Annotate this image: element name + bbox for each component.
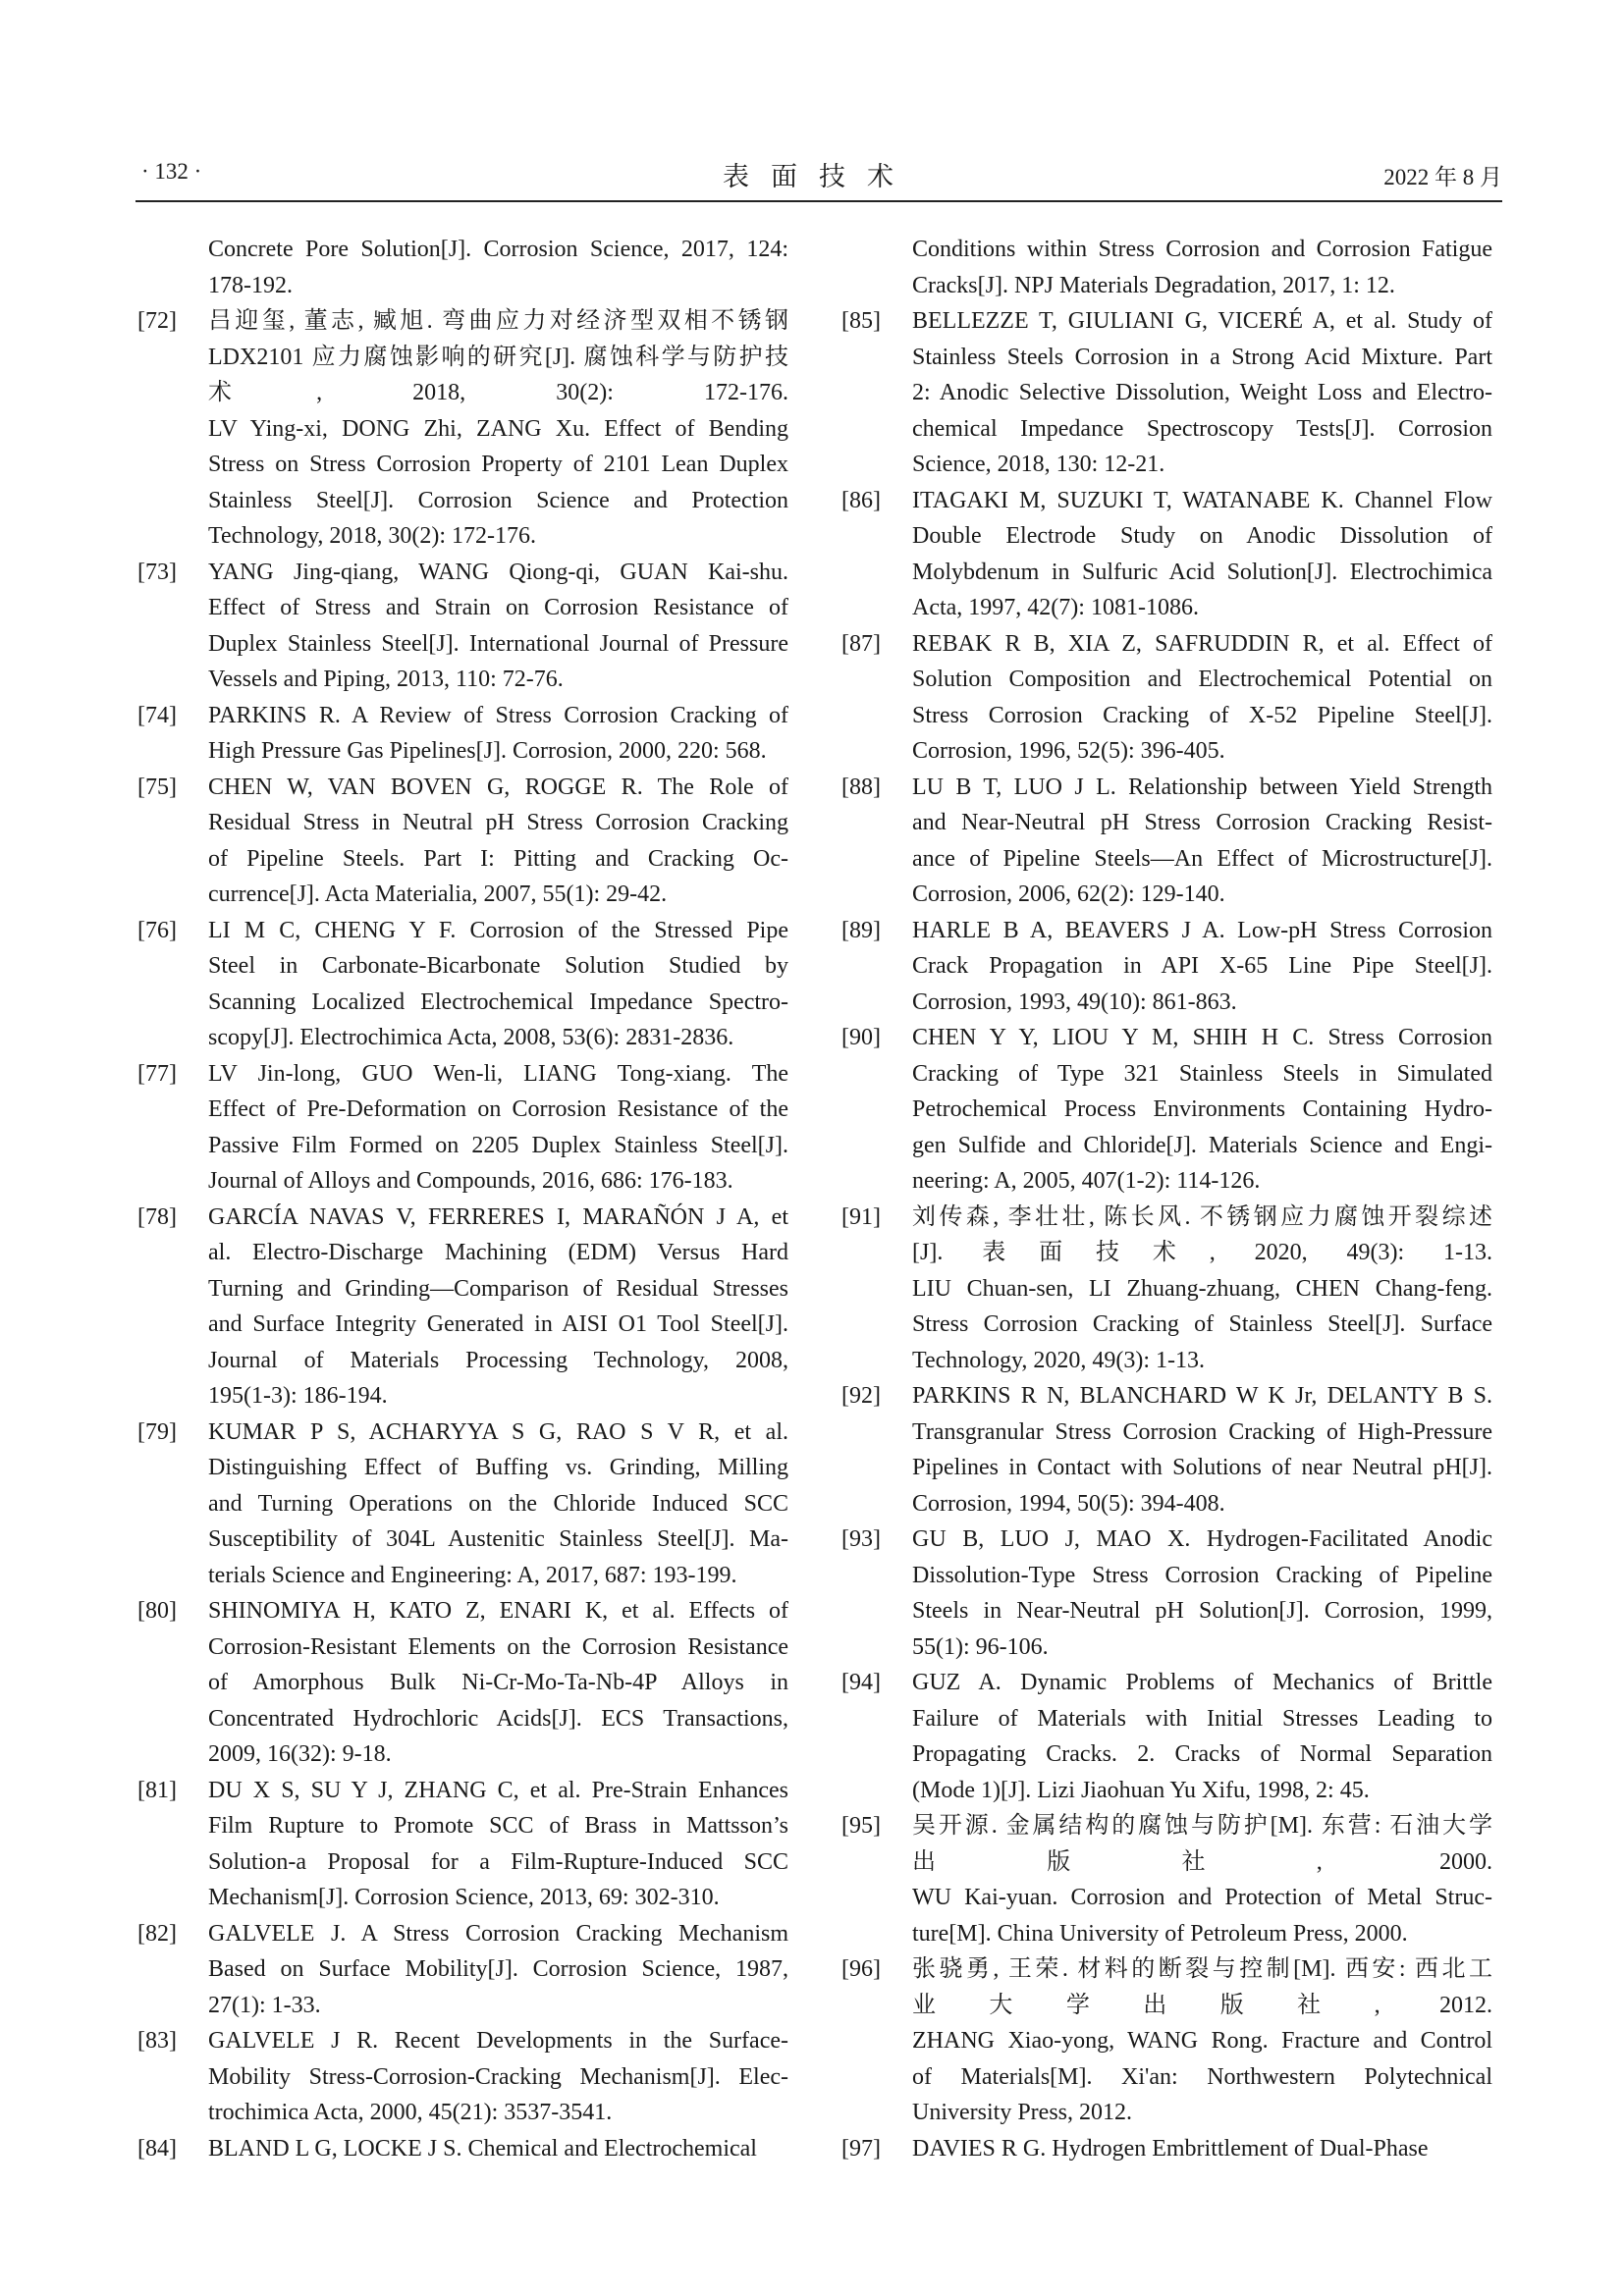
reference-text-line: PARKINS R N, BLANCHARD W K Jr, DELANTY B S. — [912, 1383, 1492, 1409]
reference-text-line: Solution-a Proposal for a Film-Rupture-Induced SCC — [208, 1848, 788, 1875]
reference-number: [82] — [137, 1920, 177, 1947]
reference-item — [135, 1773, 788, 1916]
reference-number: [86] — [841, 487, 881, 513]
reference-text-line: 张骁勇, 王荣. 材料的断裂与控制[M]. 西安: 西北工 — [912, 1956, 1492, 1982]
reference-text-line: Mobility Stress-Corrosion-Cracking Mechanism[J]. Elec- — [208, 2063, 788, 2090]
reference-text-line: Stainless Steels Corrosion in a Strong Acid Mixture. Part — [912, 344, 1492, 370]
reference-text-line: High Pressure Gas Pipelines[J]. Corrosion, 2000, 220: 568. — [208, 738, 767, 764]
reference-text-line: 2: Anodic Selective Dissolution, Weight Loss and Electro- — [912, 380, 1492, 405]
reference-number: [84] — [137, 2135, 177, 2162]
reference-number: [90] — [841, 1025, 881, 1050]
reference-text-line: GALVELE J. A Stress Corrosion Cracking Mechanism — [208, 1920, 788, 1947]
reference-text-line: LV Ying-xi, DONG Zhi, ZANG Xu. Effect of Bending — [208, 415, 788, 442]
reference-text-line: Dissolution-Type Stress Corrosion Cracking of Pipeline — [912, 1562, 1492, 1588]
reference-item — [839, 1200, 1492, 1379]
reference-text-line: University Press, 2012. — [912, 2100, 1132, 2125]
reference-text-line: Stress Corrosion Cracking of X-52 Pipeline Steel[J]. — [912, 702, 1492, 728]
reference-number: [97] — [841, 2135, 881, 2162]
reference-item — [135, 1200, 788, 1415]
reference-text-line: WU Kai-yuan. Corrosion and Protection of Metal Struc- — [912, 1885, 1492, 1910]
reference-continuation — [135, 232, 788, 303]
reference-item — [135, 913, 788, 1056]
right-column-references — [839, 232, 1492, 2166]
reference-number: [80] — [137, 1598, 177, 1624]
reference-text-line: 吴开源. 金属结构的腐蚀与防护[M]. 东营: 石油大学 — [912, 1813, 1492, 1839]
reference-text-line: 55(1): 96-106. — [912, 1633, 1049, 1660]
reference-text-line: Stainless Steel[J]. Corrosion Science and Protection — [208, 487, 788, 513]
reference-text-line: 195(1-3): 186-194. — [208, 1383, 388, 1409]
reference-text-line: Crack Propagation in API X-65 Line Pipe Steel[J]. — [912, 953, 1492, 979]
reference-item — [839, 626, 1492, 770]
reference-text-line: neering: A, 2005, 407(1-2): 114-126. — [912, 1168, 1261, 1194]
reference-text-line: ZHANG Xiao-yong, WANG Rong. Fracture and Control — [912, 2028, 1492, 2054]
reference-item — [135, 698, 788, 770]
reference-text-line: Distinguishing Effect of Buffing vs. Grinding, Milling — [208, 1455, 788, 1480]
reference-number: [92] — [841, 1383, 881, 1409]
reference-text-line: ture[M]. China University of Petroleum Press, 2000. — [912, 1920, 1408, 1947]
reference-text-line: Propagating Cracks. 2. Cracks of Normal Separation — [912, 1741, 1492, 1767]
reference-text-line: LIU Chuan-sen, LI Zhuang-zhuang, CHEN Chang-feng. — [912, 1275, 1492, 1302]
reference-text-line: Corrosion, 2006, 62(2): 129-140. — [912, 881, 1225, 907]
reference-text-line: Residual Stress in Neutral pH Stress Corrosion Cracking — [208, 810, 788, 835]
reference-text-line: of Materials[M]. Xi'an: Northwestern Polytechnical — [912, 2063, 1492, 2090]
reference-text-line: Stress Corrosion Cracking of Stainless Steel[J]. Surface — [912, 1311, 1492, 1337]
reference-text-line: ance of Pipeline Steels—An Effect of Microstructure[J]. — [912, 845, 1492, 872]
reference-text-line: Passive Film Formed on 2205 Duplex Stainless Steel[J]. — [208, 1132, 788, 1158]
reference-text-line: Petrochemical Process Environments Containing Hydro- — [912, 1096, 1492, 1122]
reference-text-line: Corrosion, 1994, 50(5): 394-408. — [912, 1490, 1225, 1517]
reference-text-line: and Turning Operations on the Chloride Induced SCC — [208, 1490, 788, 1517]
reference-text-line: Technology, 2018, 30(2): 172-176. — [208, 523, 537, 549]
reference-text-line: gen Sulfide and Chloride[J]. Materials Science and Engi- — [912, 1132, 1492, 1158]
reference-text-line: chemical Impedance Spectroscopy Tests[J]. Corrosion — [912, 415, 1492, 442]
reference-item — [839, 483, 1492, 626]
reference-text-line: DU X S, SU Y J, ZHANG C, et al. Pre-Strain Enhances — [208, 1777, 788, 1803]
left-column-references — [135, 232, 788, 2166]
reference-item — [839, 1020, 1492, 1200]
reference-text-line: LI M C, CHENG Y F. Corrosion of the Stressed Pipe — [208, 917, 788, 943]
reference-text-line: Acta, 1997, 42(7): 1081-1086. — [912, 595, 1199, 620]
reference-text-line: terials Science and Engineering: A, 2017, 687: 193-199. — [208, 1562, 737, 1588]
reference-number: [95] — [841, 1813, 881, 1839]
reference-item — [839, 1951, 1492, 2131]
reference-item — [839, 303, 1492, 483]
reference-text-line: 27(1): 1-33. — [208, 1992, 321, 2018]
reference-text-line: Corrosion, 1996, 52(5): 396-405. — [912, 738, 1225, 764]
reference-text-line: Effect of Pre-Deformation on Corrosion Resistance of the — [208, 1096, 788, 1122]
reference-item — [135, 2131, 788, 2167]
reference-number: [76] — [137, 917, 177, 943]
reference-text-line: 178-192. — [208, 272, 293, 298]
reference-item — [135, 770, 788, 913]
reference-item — [839, 913, 1492, 1021]
reference-text-line: of Amorphous Bulk Ni-Cr-Mo-Ta-Nb-4P Alloys in — [208, 1670, 788, 1695]
reference-number: [81] — [137, 1777, 177, 1803]
reference-text-line: Pipelines in Contact with Solutions of near Neutral pH[J]. — [912, 1455, 1492, 1480]
reference-item — [135, 2023, 788, 2131]
reference-text-line: Transgranular Stress Corrosion Cracking of High-Pressure — [912, 1418, 1492, 1445]
reference-text-line: Molybdenum in Sulfuric Acid Solution[J]. Electrochimica — [912, 559, 1492, 585]
reference-text-line: GUZ A. Dynamic Problems of Mechanics of Brittle — [912, 1670, 1492, 1695]
reference-text-line: 2009, 16(32): 9-18. — [208, 1741, 392, 1767]
reference-text-line: Film Rupture to Promote SCC of Brass in Mattsson’s — [208, 1813, 788, 1839]
reference-text-line: GU B, LUO J, MAO X. Hydrogen-Facilitated Anodic — [912, 1526, 1492, 1552]
reference-text-line: currence[J]. Acta Materialia, 2007, 55(1): 29-42. — [208, 881, 668, 907]
reference-text-line: DAVIES R G. Hydrogen Embrittlement of Dual-Phase — [912, 2135, 1429, 2162]
journal-title: 表面技术 — [723, 162, 915, 191]
reference-text-line: Solution Composition and Electrochemical Potential on — [912, 667, 1492, 692]
reference-text-line: 刘传森, 李壮壮, 陈长风. 不锈钢应力腐蚀开裂综述 — [912, 1203, 1492, 1230]
reference-number: [87] — [841, 630, 881, 657]
reference-number: [93] — [841, 1526, 881, 1552]
reference-text-line: HARLE B A, BEAVERS J A. Low-pH Stress Corrosion — [912, 917, 1492, 943]
reference-text-line: ITAGAKI M, SUZUKI T, WATANABE K. Channel Flow — [912, 487, 1492, 513]
reference-number: [83] — [137, 2028, 177, 2054]
reference-text-line: al. Electro-Discharge Machining (EDM) Versus Hard — [208, 1240, 788, 1265]
reference-number: [85] — [841, 308, 881, 334]
reference-text-line: Science, 2018, 130: 12-21. — [912, 452, 1165, 477]
reference-text-line: Double Electrode Study on Anodic Dissolution of — [912, 523, 1492, 549]
reference-text-line: BLAND L G, LOCKE J S. Chemical and Electrochemical — [208, 2135, 757, 2162]
reference-item — [135, 1415, 788, 1594]
reference-number: [75] — [137, 774, 177, 800]
reference-item — [839, 1522, 1492, 1665]
reference-number: [96] — [841, 1956, 881, 1982]
reference-continuation — [839, 232, 1492, 303]
reference-text-line: Cracks[J]. NPJ Materials Degradation, 2017, 1: 12. — [912, 272, 1395, 298]
reference-item — [839, 1665, 1492, 1808]
reference-item — [135, 1593, 788, 1773]
reference-text-line: BELLEZZE T, GIULIANI G, VICERÉ A, et al. Study of — [912, 308, 1492, 334]
reference-number: [77] — [137, 1060, 177, 1087]
reference-item — [135, 1916, 788, 2024]
reference-text-line: trochimica Acta, 2000, 45(21): 3537-3541. — [208, 2100, 613, 2125]
reference-text-line: SHINOMIYA H, KATO Z, ENARI K, et al. Effects of — [208, 1598, 788, 1624]
reference-text-line: Corrosion-Resistant Elements on the Corrosion Resistance — [208, 1633, 788, 1660]
reference-text-line: Susceptibility of 304L Austenitic Stainless Steel[J]. Ma- — [208, 1526, 788, 1552]
reference-text-line: Journal of Materials Processing Technology, 2008, — [208, 1347, 788, 1373]
reference-number: [88] — [841, 774, 881, 800]
reference-text-line: Concentrated Hydrochloric Acids[J]. ECS Transactions, — [208, 1705, 788, 1732]
reference-number: [72] — [137, 308, 177, 334]
reference-text-line: of Pipeline Steels. Part I: Pitting and Cracking Oc- — [208, 845, 788, 872]
reference-text-line: and Near-Neutral pH Stress Corrosion Cracking Resist- — [912, 810, 1492, 835]
reference-text-line: CHEN W, VAN BOVEN G, ROGGE R. The Role of — [208, 774, 788, 800]
reference-text-line: Cracking of Type 321 Stainless Steels in Simulated — [912, 1060, 1492, 1087]
reference-text-line: REBAK R B, XIA Z, SAFRUDDIN R, et al. Effect of — [912, 630, 1492, 657]
reference-text-line: Conditions within Stress Corrosion and Corrosion Fatigue — [912, 237, 1492, 262]
reference-text-line: Turning and Grinding—Comparison of Residual Stresses — [208, 1275, 788, 1302]
reference-text-line: Failure of Materials with Initial Stresses Leading to — [912, 1705, 1492, 1732]
reference-number: [89] — [841, 917, 881, 943]
reference-text-line: LDX2101 应力腐蚀影响的研究[J]. 腐蚀科学与防护技 — [208, 344, 788, 370]
reference-text-line: Scanning Localized Electrochemical Impedance Spectro- — [208, 988, 788, 1015]
reference-text-line: Mechanism[J]. Corrosion Science, 2013, 69: 302-310. — [208, 1885, 720, 1910]
reference-text-line: Stress on Stress Corrosion Property of 2101 Lean Duplex — [208, 452, 788, 477]
reference-item — [839, 770, 1492, 913]
reference-text-line: scopy[J]. Electrochimica Acta, 2008, 53(6): 2831-2836. — [208, 1025, 734, 1050]
page-number: · 132 · — [141, 159, 202, 184]
reference-number: [78] — [137, 1203, 177, 1230]
reference-text-line: CHEN Y Y, LIOU Y M, SHIH H C. Stress Corrosion — [912, 1025, 1492, 1050]
reference-text-line: (Mode 1)[J]. Lizi Jiaohuan Yu Xifu, 1998, 2: 45. — [912, 1777, 1370, 1803]
reference-number: [79] — [137, 1418, 177, 1445]
reference-text-line: YANG Jing-qiang, WANG Qiong-qi, GUAN Kai-shu. — [208, 559, 788, 585]
reference-text-line: PARKINS R. A Review of Stress Corrosion Cracking of — [208, 702, 788, 728]
reference-text-line: Effect of Stress and Strain on Corrosion Resistance of — [208, 595, 788, 620]
reference-text-line: [J]. 表面技术, 2020, 49(3): 1-13. — [912, 1240, 1492, 1265]
reference-text-line: LU B T, LUO J L. Relationship between Yield Strength — [912, 774, 1492, 800]
reference-text-line: Duplex Stainless Steel[J]. International Journal of Pressure — [208, 630, 788, 657]
reference-text-line: 业大学出版社, 2012. — [912, 1992, 1492, 2018]
reference-item — [135, 1056, 788, 1200]
reference-text-line: Concrete Pore Solution[J]. Corrosion Science, 2017, 124: — [208, 237, 788, 262]
reference-text-line: LV Jin-long, GUO Wen-li, LIANG Tong-xiang. The — [208, 1060, 788, 1087]
reference-text-line: GARCÍA NAVAS V, FERRERES I, MARAÑÓN J A, et — [208, 1203, 788, 1230]
reference-text-line: and Surface Integrity Generated in AISI O1 Tool Steel[J]. — [208, 1311, 788, 1337]
reference-item — [839, 1808, 1492, 1951]
reference-text-line: 出版社, 2000. — [912, 1848, 1492, 1875]
reference-item — [839, 1378, 1492, 1522]
reference-text-line: 术, 2018, 30(2): 172-176. — [208, 380, 788, 405]
reference-text-line: Journal of Alloys and Compounds, 2016, 686: 176-183. — [208, 1168, 733, 1194]
reference-text-line: Based on Surface Mobility[J]. Corrosion Science, 1987, — [208, 1956, 788, 1982]
reference-text-line: Steel in Carbonate-Bicarbonate Solution Studied by — [208, 953, 788, 979]
reference-text-line: Steels in Near-Neutral pH Solution[J]. Corrosion, 1999, — [912, 1598, 1492, 1624]
running-header — [135, 155, 1502, 202]
reference-text-line: GALVELE J R. Recent Developments in the Surface- — [208, 2028, 788, 2054]
reference-item — [839, 2131, 1492, 2167]
reference-number: [74] — [137, 702, 177, 728]
reference-number: [73] — [137, 559, 177, 585]
reference-item — [135, 303, 788, 555]
reference-text-line: 吕迎玺, 董志, 臧旭. 弯曲应力对经济型双相不锈钢 — [208, 308, 788, 334]
reference-number: [91] — [841, 1203, 881, 1230]
reference-text-line: Vessels and Piping, 2013, 110: 72-76. — [208, 667, 564, 692]
reference-text-line: Corrosion, 1993, 49(10): 861-863. — [912, 988, 1237, 1015]
reference-number: [94] — [841, 1670, 881, 1695]
reference-text-line: Technology, 2020, 49(3): 1-13. — [912, 1347, 1206, 1373]
issue-date: 2022 年 8 月 — [1383, 165, 1502, 189]
reference-item — [135, 555, 788, 698]
reference-text-line: KUMAR P S, ACHARYYA S G, RAO S V R, et al. — [208, 1418, 788, 1445]
